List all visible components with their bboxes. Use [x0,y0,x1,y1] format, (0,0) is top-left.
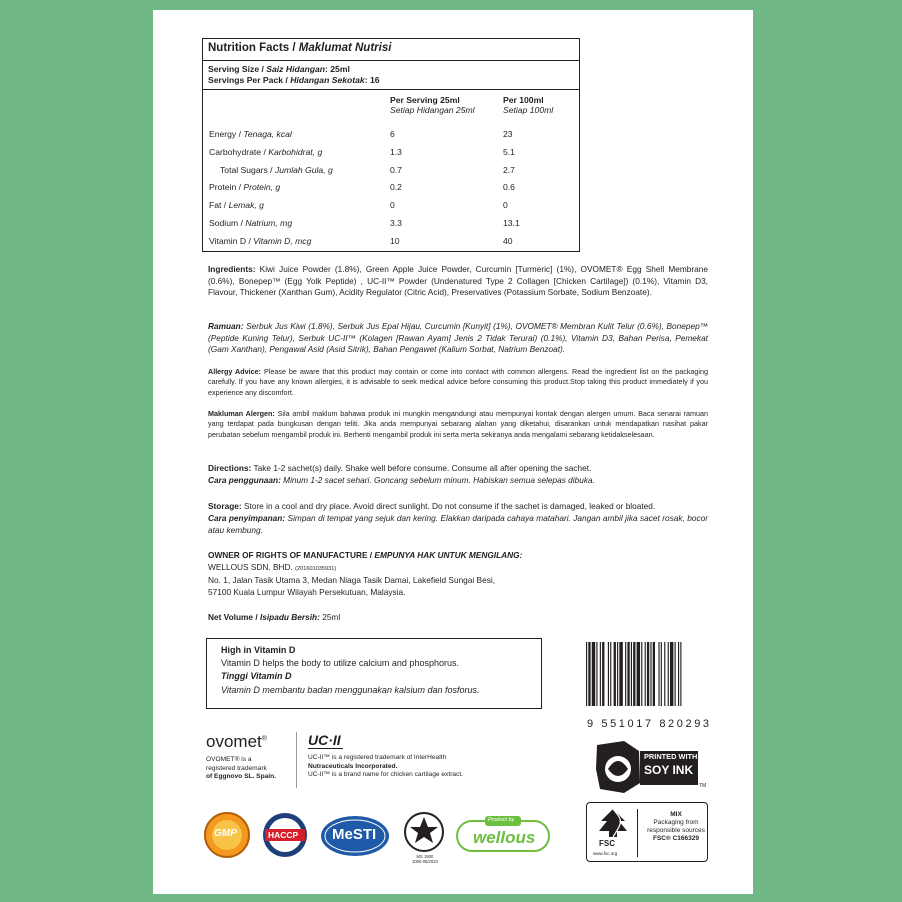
nutrient-row: Vitamin D / Vitamin D, mcg 10 40 [209,235,513,246]
barcode-bar [645,642,646,706]
halal-badge: MS 1500 1000-05/2023 [403,811,445,858]
barcode-bar [668,642,669,706]
barcode-bar [647,642,649,706]
nutrient-row: Energy / Tenaga, kcal 6 23 [209,129,513,139]
barcode-bar [625,642,626,706]
barcode-bar [596,642,597,706]
barcode-bar [588,642,590,706]
nutrient-row: Sodium / Natrium, mg 3.3 13.1 [209,217,520,228]
barcode-bar [650,642,651,706]
col-per-serving: Per Serving 25ml Setiap Hidangan 25ml [390,95,475,115]
soy-ink-logo: PRINTED WITH SOY INK TM [594,739,704,795]
serving-info: Serving Size / Saiz Hidangan: 25ml Servings Per Pack / Hidangan Sekotak: 16 [203,61,579,90]
barcode-bar [637,642,640,706]
nutrition-header [203,90,579,126]
barcode-bar [627,642,629,706]
label-sheet [153,10,753,894]
vitamin-d-claim: High in Vitamin D Vitamin D helps the body to utilize calcium and phosphorus. Tinggi Vitamin D Vitamin D membantu badan menggunakan kalsium dan fosforus. [206,638,542,709]
col-per-100ml: Per 100ml Setiap 100ml [503,95,554,115]
ingredients-my: Ramuan: Serbuk Jus Kiwi (1.8%), Serbuk Jus Epal Hijau, Curcumin [Kunyit] (1%), OVOMET® Membran Kulit Telur (0.6%), Bonepep™ (Peptide Kuning Telur), Serbuk UC-II™ (Kolagen [Rawan Ayam] Jenis 2 Tidak Terurai) (0.1%), Vitamin D3, Bahan Perisa, Pemekat (Gam Xanthan), Pengawal Asid (Asid Sitrik), Bahan Pengawet (Kalium Sorbat, Natrium Benzoat). [208,321,708,355]
owner-block: OWNER OF RIGHTS OF MANUFACTURE / EMPUNYA HAK UNTUK MENGILANG: WELLOUS SDN. BHD. (201601035931) No. 1, Jalan Tasik Utama 3, Medan Niaga Tasik Damai, Lakefield Sungai Besi, 57100 Kuala Lumpur Wilayah Persekutuan, Malaysia. [208,550,523,597]
barcode-bar [608,642,609,706]
barcode-bar [680,642,681,706]
storage-en: Storage: Store in a cool and dry place. Avoid direct sunlight. Do not consume if the sachet is damaged, leaked or bloated. [208,501,656,511]
nutrient-row: Carbohydrate / Karbohidrat, g 1.3 5.1 [209,146,515,157]
barcode-bar [610,642,611,706]
haccp-badge: HACCP [261,811,309,864]
barcode-bar [633,642,635,706]
barcode-bar [661,642,662,706]
barcode-bar [614,642,616,706]
allergy-en: Allergy Advice: Please be aware that this product may contain or come into contact with common allergens. Read the ingredient list on the packaging carefully. If you have any known allergies, it is advisable to seek medical advice before consuming this product.Stop taking this product immediately if you experience any discomfort. [208,367,709,397]
nutrition-title [203,39,579,61]
barcode-bar [619,642,622,706]
ovomet-logo: ovomet® OVOMET® is a registered trademark of Eggnovo SL. Spain. [206,732,276,781]
barcode-bar [678,642,679,706]
barcode-bar [586,642,587,706]
barcode-bar [592,642,595,706]
barcode-bar [670,642,673,706]
title-my: Maklumat Nutrisi [298,42,392,54]
gmp-badge: GMP [203,811,251,864]
nutrient-row: Protein / Protein, g 0.2 0.6 [209,182,515,193]
barcode-bar [664,642,665,706]
barcode-number: 9 551017 820293 [587,718,712,730]
fsc-logo: FSC www.fsc.org MIX Packaging from responsible sources FSC® C166329 [586,802,708,862]
nutrient-row: Total Sugars / Jumlah Gula, g 0.7 2.7 [220,164,515,175]
logo-divider [296,732,297,788]
ingredients-en: Ingredients: Kiwi Juice Powder (1.8%), Green Apple Juice Powder, Curcumin [Turmeric] (1%), OVOMET® Egg Shell Membrane (0.6%), Bonepep™ (Egg Yolk Peptide) , UC-II™ Powder (Undenatured Type 2 Collagen [Chicken Cartilage]) (0.1%), Vitamin D3, Flavour, Thickener (Xanthan Gum), Acidity Regulator (Citric Acid), Preservatives (Potassium Sorbate, Sodium Benzoate). [208,264,709,298]
barcode-bar [641,642,642,706]
barcode-bar [617,642,618,706]
storage-my: Cara penyimpanan: Simpan di tempat yang sejuk dan kering. Elakkan daripada cahaya matahari. Jangan ambil jika sacet rosak, bocor atau kembung. [208,513,708,535]
title-sep: / [292,42,296,54]
ucii-logo: UC·II UC-II™ is a registered trademark of InterHealth Nutraceuticals Incorporated. UC-II™ is a brand name for chicken cartilage extract. [308,732,464,779]
barcode-bar [631,642,632,706]
barcode-bar [658,642,659,706]
barcode-bar [602,642,604,706]
barcode-image [586,642,726,706]
barcode-bar [675,642,676,706]
net-volume: Net Volume / Isipadu Bersih: 25ml [208,612,341,622]
directions-en: Directions: Take 1-2 sachet(s) daily. Shake well before consume. Consume all after opening the sachet. [208,463,592,473]
directions-my: Cara penggunaan: Minum 1-2 sacet sehari. Goncang sebelum minum. Habiskan semua selepas dibuka. [208,475,595,485]
barcode-bar [600,642,601,706]
title-en: Nutrition Facts [208,42,290,54]
nutrient-row: Fat / Lemak, g 0 0 [209,200,508,211]
nutrition-table [202,38,580,252]
mesti-badge: MeSTI [319,814,391,863]
barcode-bar [653,642,655,706]
wellous-badge: Product by wellous [455,815,553,860]
allergy-my: Makluman Alergen: Sila ambil maklum bahawa produk ini mungkin mengandungi atau mempunyai kontak dengan alergen umum. Baca senarai ramuan yang terdapat pada bungkusan dengan teliti. Jika anda mempunyai sebarang alahan yang diketahui, disarankan untuk mendapatkan nasihat pakar perubatan sebelum mengambil produk ini. Berhenti mengambil produk ini serta merta sekiranya anda mengalami sebarang ketidakselesaan. [208,409,708,439]
